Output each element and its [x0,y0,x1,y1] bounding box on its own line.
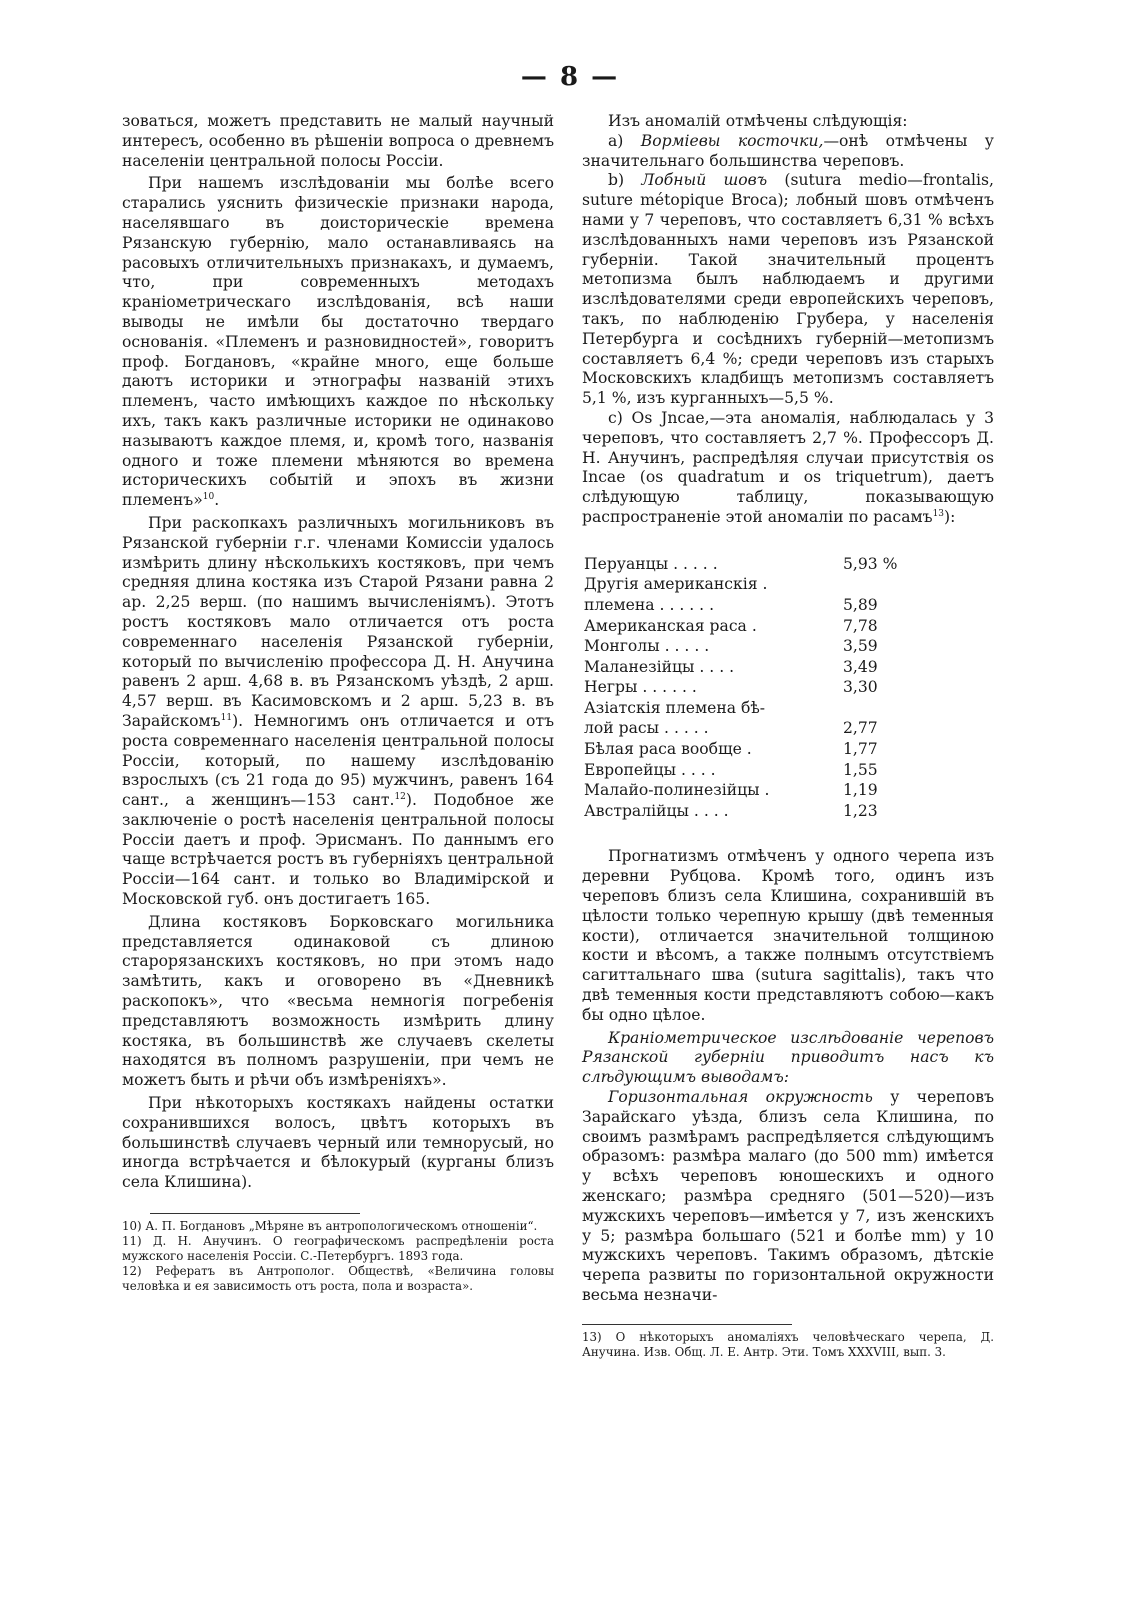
paragraph-text: —онѣ отмѣчены у значительнаго большинства череповъ. [582,131,994,170]
table-row [584,780,898,801]
race-name: Европейцы . . . . [584,760,716,779]
paragraph: При нѣкоторыхъ костякахъ найдены остатки сохранившихся волосъ, цвѣтъ которыхъ въ большинствѣ случаевъ черный или темнорусый, но иногда встрѣчается и бѣлокурый (курганы близъ села Клишина). [122,1094,554,1192]
item-label: a) [608,131,641,150]
percent-value: 2,77 [843,719,878,738]
race-name: Монголы . . . . . [584,637,710,656]
paragraph: зоваться, можетъ представить не малый научный интересъ, особенно въ рѣшенiи вопроса о древнемъ населенiи центральной полосы Россiи. [122,112,554,170]
footnote-ref: 10 [202,491,215,502]
race-name: Перуанцы . . . . . [584,554,718,573]
footnote-divider [150,1213,360,1214]
table-row [584,636,898,657]
race-name: Малайо-полинезiйцы . [584,781,770,800]
footnote: 13) О нѣкоторыхъ аномалiяхъ человѣческаго черепа, Д. Анучина. Изв. Общ. Л. Е. Антр. Эти. Томъ XXXVIII, вып. 3. [582,1329,994,1359]
percent-value: 5,93 % [843,554,898,573]
paragraph [582,171,994,409]
paragraph: Изъ аномалiй отмѣчены слѣдующiя: [608,112,908,130]
percent-value: 1,55 [843,760,878,779]
race-name: Австралiйцы . . . . [584,801,729,820]
paragraph-text: ). Немногимъ онъ отличается и отъ роста современнаго населенiя центральной полосы Россiи, который, по нашему изслѣдованiю взрослыхъ (съ 21 года до 95) мужчинъ, равенъ 164 сант., а женщинъ—153 сант. [122,711,554,810]
term: Вормiевы косточки, [640,131,824,150]
table-row [584,698,898,719]
footnote-ref: 13 [932,508,945,519]
table-row [584,718,898,739]
paragraph [582,409,994,528]
percent-value: 1,19 [843,781,878,800]
table-row [584,677,898,698]
footnote: 10) А. П. Богдановъ „Мѣряне въ антропологическомъ отношенiи“. [122,1219,538,1234]
race-name: Маланезiйцы . . . . [584,657,735,676]
percent-value [829,698,898,719]
paragraph-text: ): [944,507,956,526]
percent-value: 5,89 [843,595,878,614]
race-name: Бѣлая раса вообще . [584,740,752,759]
percent-value: 3,49 [843,657,878,676]
race-name: Негры . . . . . . [584,678,697,697]
page-number: — 8 — [520,62,620,92]
table-row [584,657,898,678]
paragraph-text: (sutura medio—frontalis, suture métopique Broca); лобный шовъ отмѣченъ нами у 7 череповъ, что составляетъ 6,31 % всѣхъ изслѣдованныхъ нами череповъ изъ Рязанской губернiи. Такой значительный процентъ метопизма былъ наблюдаемъ и другими изслѣдователями среди европейскихъ череповъ, такъ, по наблюденiю Грубера, у населенiя Петербурга и сосѣднихъ губернiй—метопизмъ составляетъ 6,4 %; среди череповъ изъ старыхъ Московскихъ кладбищъ метопизмъ составляетъ 5,1 %, изъ курганныхъ—5,5 %. [582,171,994,408]
footnote-divider [582,1324,792,1325]
percent-value: 3,30 [843,678,878,697]
paragraph-text: При нашемъ изслѣдованiи мы болѣе всего старались уяснить физическiе признаки народа, населявшаго въ доисторическiе времена Рязанскую губернiю, мало останавливаясь на расовыхъ отличительныхъ признакахъ, и думаемъ, что, при современныхъ методахъ краніометрическаго изслѣдованiя, всѣ наши выводы не имѣли бы достаточно твердаго основанiя. «Племенъ и разновидностей», говоритъ проф. Богдановъ, «крайне много, еще больше даютъ историки и этнографы названiй этихъ племенъ, часто имѣющихъ каждое по нѣскольку ихъ, такъ какъ различные историки не одинаково называютъ каждое племя, и, кромѣ того, названiя одного и тоже племени мѣняются во времена историческихъ событiй и эпохъ въ жизни племенъ» [122,174,554,510]
race-name: Азiатскiя племена бѣ- [584,698,766,717]
footnote-ref: 12 [394,791,406,802]
paragraph-text: При раскопкахъ различныхъ могильниковъ въ Рязанской губернiи г.г. членами Комиссiи удалось измѣрить длину нѣсколькихъ костяковъ, при чемъ средняя длина костяка изъ Старой Рязани равна 2 ар. 2,25 верш. (по нашимъ вычисленiямъ). Этотъ ростъ костяковъ мало отличается отъ роста современнаго населенiя Рязанской губернiи, который по вычисленiю профессора Д. Н. Анучина равенъ 2 арш. 4,68 в. въ Рязанскомъ уѣздѣ, 2 арш. 4,57 верш. въ Касимовскомъ и 2 арш. 5,23 в. въ Зарайскомъ [122,513,554,730]
percent-value: 1,23 [843,801,878,820]
paragraph: При нашемъ изслѣдованiи мы болѣе всего старались уяснить физическiе признаки народа, населявшаго въ доисторическiе времена Рязанскую губернiю, мало останавливаясь на расовыхъ отличительныхъ признакахъ, и думаемъ, что, при современныхъ методахъ краніометрическаго изслѣдованiя, всѣ наши выводы не имѣли бы достаточно твердаго основанiя. «Племенъ и разновидностей», говоритъ проф. Богдановъ, «крайне много, еще больше даютъ историки и этнографы названiй этихъ племенъ, часто имѣющихъ каждое по нѣскольку ихъ, такъ какъ различные историки не одинаково называютъ каждое племя, и, кромѣ того, названiя одного и тоже племени мѣняются во времена историческихъ событiй и эпохъ въ жизни племенъ»$^{10}$. [122,174,554,510]
table-row [584,574,898,595]
paragraph: Прогнатизмъ отмѣченъ у одного черепа изъ деревни Рубцова. Кромѣ того, одинъ изъ череповъ близъ села Клишина, сохранившiй въ цѣлости только черепную крышу (двѣ теменныя кости), отличается значительной толщиною кости и вѣсомъ, а также полнымъ отсутствiемъ сагиттальнаго шва (sutura sagittalis), такъ что двѣ теменныя кости представляютъ собою—какъ бы одно цѣлое. [582,847,994,1024]
table-row [584,801,898,822]
table-row [584,595,898,616]
table-row [584,554,898,575]
paragraph [582,132,994,172]
paragraph: Длина костяковъ Борковскаго могильника представляется одинаковой съ длиною старорязанскихъ костяковъ, но при этомъ надо замѣтить, какъ и оговорено въ «Дневникѣ раскопокъ», что «весьма немногiя погребенiя представляютъ возможность измѣрить длину костяка, въ большинствѣ же случаевъ скелеты находятся въ полномъ разрушенiи, при чемъ не можетъ быть и рѣчи объ измѣренiяхъ». [122,912,554,1090]
right-column [582,112,994,1360]
term: Горизонтальная окружность [608,1088,873,1107]
percent-value: 1,77 [843,740,878,759]
race-name: Американская раса . [584,616,757,635]
term: Лобный шовъ [641,171,768,190]
paragraph-text: c) Os Jncae,—эта аномалiя, наблюдалась у 3 череповъ, что составляетъ 2,7 %. Профессоръ Д. Н. Анучинъ, распредѣляя случаи присутствiя os Incae (os quadratum и os triquetrum), даетъ слѣдующую таблицу, показывающую распространенiе этой аномалiи по расамъ [582,408,994,526]
paragraph [582,1088,994,1306]
race-name: Другiя американскiя . [584,575,768,594]
footnote: 12) Рефератъ въ Антрополог. Обществѣ, «Величина головы человѣка и ея зависимость отъ роста, пола и возраста». [122,1264,554,1294]
race-name: лой расы . . . . . [584,719,709,738]
table-row [584,739,898,760]
anomaly-table [584,554,898,822]
left-column [122,112,554,1294]
table-row [584,760,898,781]
footnotes [582,1330,994,1360]
paragraph-text: у череповъ Зарайскаго уѣзда, близъ села Клишина, по своимъ размѣрамъ распредѣляется слѣдующимъ образомъ: размѣра малаго (до 500 mm) имѣется у всѣхъ череповъ юношескихъ и одного женскаго; размѣра средняго (501—520)—изъ мужскихъ череповъ—имѣется у 7, изъ женскихъ у 5; размѣра большаго (521 и болѣе mm) у 10 мужскихъ череповъ. Такимъ образомъ, дѣтскiе черепа развиты по горизонтальной окружности весьма незначи- [582,1088,994,1304]
paragraph-text: ). Подобное же заключенiе о ростѣ населенiя центральной полосы Россiи даетъ и проф. Эрисманъ. По даннымъ его чаще встрѣчается ростъ въ губернiяхъ центральной Россiи—164 сант. и только во Владимiрской и Московской губ. онъ достигаетъ 165. [122,791,554,909]
percent-value: 3,59 [843,637,878,656]
footnote: 11) Д. Н. Анучинъ. О географическомъ распредѣленiи роста мужского населенiя Россiи. С.-Петербургъ. 1893 года. [122,1234,554,1264]
footnote-ref: 11 [220,712,233,723]
footnotes [122,1219,554,1294]
race-name: племена . . . . . . [584,595,715,614]
paragraph [122,514,554,910]
item-label: b) [608,171,642,190]
anomaly-table-body [584,554,898,822]
percent-value [829,574,898,595]
percent-value: 7,78 [843,616,878,635]
paragraph: Краніометрическое изслѣдованiе череповъ Рязанской губернiи приводитъ насъ къ слѣдующимъ выводамъ: [582,1028,994,1087]
table-row [584,616,898,637]
